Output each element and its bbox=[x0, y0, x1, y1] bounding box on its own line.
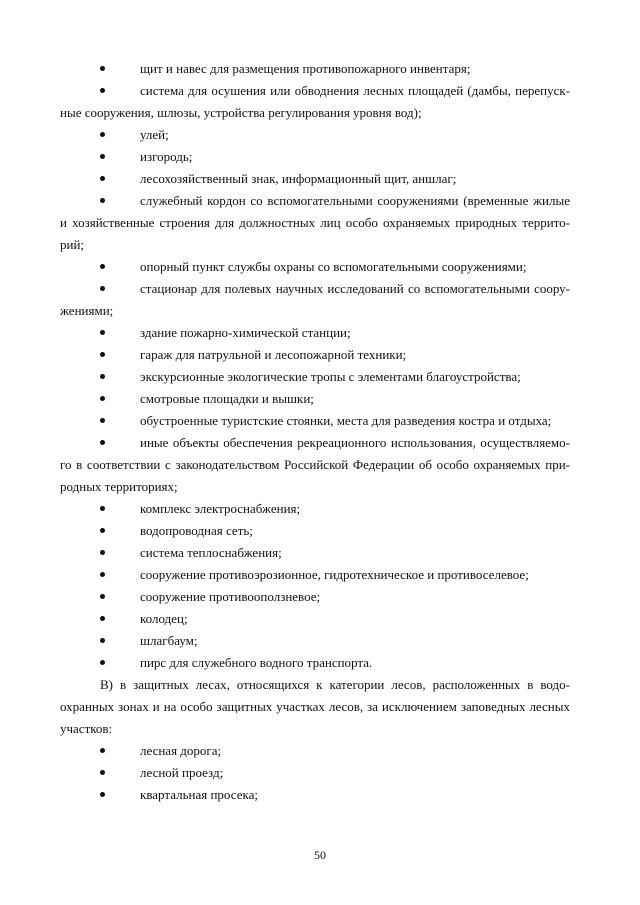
list-item bbox=[60, 388, 570, 410]
list-item bbox=[60, 498, 570, 520]
bullet-icon bbox=[100, 440, 105, 445]
list-item bbox=[60, 256, 570, 278]
bullet-icon bbox=[100, 770, 105, 775]
list-item bbox=[60, 586, 570, 608]
bullet-icon bbox=[100, 352, 105, 357]
list-item-text: колодец; bbox=[140, 611, 188, 626]
bullet-list bbox=[60, 740, 570, 806]
list-item bbox=[60, 542, 570, 564]
bullet-icon bbox=[100, 748, 105, 753]
bullet-icon bbox=[100, 660, 105, 665]
list-item-text: служебный кордон со вспомогательными сооружениями (временные жилые и хозяйственные строения для должностных лиц особо охраняемых природных террито-рий; bbox=[60, 193, 570, 252]
list-item bbox=[60, 344, 570, 366]
bullet-icon bbox=[100, 286, 105, 291]
list-item bbox=[60, 432, 570, 498]
list-item bbox=[60, 124, 570, 146]
bullet-icon bbox=[100, 792, 105, 797]
list-item bbox=[60, 652, 570, 674]
bullet-icon bbox=[100, 418, 105, 423]
bullet-icon bbox=[100, 88, 105, 93]
list-item-text: лесной проезд; bbox=[140, 765, 224, 780]
list-item bbox=[60, 410, 570, 432]
bullet-icon bbox=[100, 396, 105, 401]
list-item-text: экскурсионные экологические тропы с элементами благоустройства; bbox=[140, 369, 521, 384]
list-item-text: водопроводная сеть; bbox=[140, 523, 253, 538]
bullet-icon bbox=[100, 154, 105, 159]
list-item bbox=[60, 366, 570, 388]
list-item-text: пирс для служебного водного транспорта. bbox=[140, 655, 373, 670]
bullet-icon bbox=[100, 198, 105, 203]
list-item-text: гараж для патрульной и лесопожарной техники; bbox=[140, 347, 407, 362]
list-item bbox=[60, 740, 570, 762]
list-item-text: улей; bbox=[140, 127, 169, 142]
bullet-icon bbox=[100, 550, 105, 555]
list-item-text: квартальная просека; bbox=[140, 787, 258, 802]
bullet-icon bbox=[100, 528, 105, 533]
bullet-icon bbox=[100, 594, 105, 599]
bullet-icon bbox=[100, 638, 105, 643]
list-item-text: опорный пункт службы охраны со вспомогательными сооружениями; bbox=[140, 259, 527, 274]
list-item-text: система для осушения или обводнения лесных площадей (дамбы, перепуск-ные сооружения, шлюзы, устройства регулирования уровня вод); bbox=[60, 83, 570, 120]
bullet-icon bbox=[100, 506, 105, 511]
paragraph: В) в защитных лесах, относящихся к категории лесов, расположенных в водо-охранных зонах и на особо защитных участках лесов, за исключением заповедных лесных участков: bbox=[60, 677, 570, 736]
list-item-text: обустроенные туристские стоянки, места для разведения костра и отдыха; bbox=[140, 413, 552, 428]
list-item-text: шлагбаум; bbox=[140, 633, 198, 648]
list-item-text: стационар для полевых научных исследований со вспомогательными соору-жениями; bbox=[60, 281, 570, 318]
document-body bbox=[60, 58, 570, 806]
list-item bbox=[60, 608, 570, 630]
list-item-text: щит и навес для размещения противопожарного инвентаря; bbox=[140, 61, 471, 76]
bullet-icon bbox=[100, 176, 105, 181]
list-item bbox=[60, 58, 570, 80]
list-item bbox=[60, 784, 570, 806]
list-item-text: система теплоснабжения; bbox=[140, 545, 282, 560]
list-item bbox=[60, 146, 570, 168]
list-item bbox=[60, 564, 570, 586]
list-item-text: иные объекты обеспечения рекреационного использования, осуществляемо-го в соответствии с законодательством Российской Федерации об особо охраняемых при-родных территориях; bbox=[60, 435, 570, 494]
list-item bbox=[60, 630, 570, 652]
bullet-icon bbox=[100, 572, 105, 577]
list-item bbox=[60, 168, 570, 190]
list-item bbox=[60, 190, 570, 256]
list-item-text: лесная дорога; bbox=[140, 743, 222, 758]
bullet-icon bbox=[100, 330, 105, 335]
list-item bbox=[60, 80, 570, 124]
bullet-list bbox=[60, 58, 570, 674]
list-item-text: изгородь; bbox=[140, 149, 193, 164]
bullet-icon bbox=[100, 374, 105, 379]
bullet-icon bbox=[100, 132, 105, 137]
list-item-text: сооружение противоэрозионное, гидротехническое и противоселевое; bbox=[140, 567, 529, 582]
list-item-text: комплекс электроснабжения; bbox=[140, 501, 301, 516]
page-number: 50 bbox=[314, 848, 326, 862]
list-item-text: смотровые площадки и вышки; bbox=[140, 391, 314, 406]
list-item-text: здание пожарно-химической станции; bbox=[140, 325, 351, 340]
list-item bbox=[60, 520, 570, 542]
list-item-text: сооружение противооползневое; bbox=[140, 589, 321, 604]
bullet-icon bbox=[100, 616, 105, 621]
list-item bbox=[60, 762, 570, 784]
bullet-icon bbox=[100, 264, 105, 269]
list-item bbox=[60, 322, 570, 344]
list-item bbox=[60, 278, 570, 322]
bullet-icon bbox=[100, 66, 105, 71]
list-item-text: лесохозяйственный знак, информационный щит, аншлаг; bbox=[140, 171, 457, 186]
